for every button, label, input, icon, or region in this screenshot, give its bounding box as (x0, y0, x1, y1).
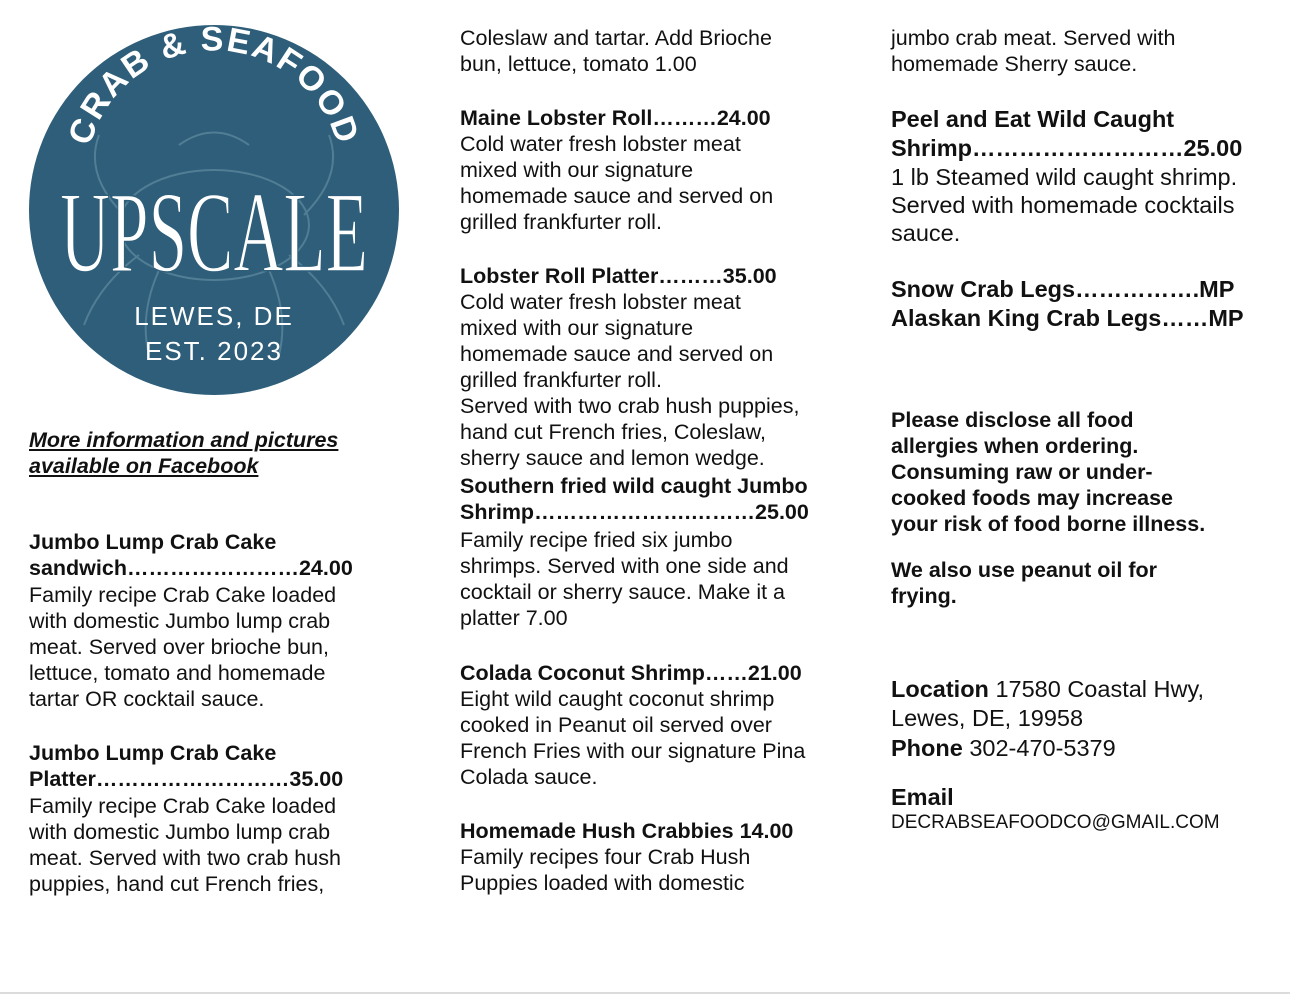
menu-item-title: Lobster Roll Platter………35.00 (460, 264, 777, 288)
location-line (891, 675, 1204, 733)
menu-item-title: Colada Coconut Shrimp……21.00 (460, 661, 802, 685)
menu-item-description: Family recipe Crab Cake loaded with domestic Jumbo lump crab meat. Served with two crab hush puppies, hand cut French fries, (29, 794, 341, 896)
logo-est: EST. 2023 (145, 336, 283, 366)
logo-name: UPSCALE (60, 169, 368, 297)
menu-item-title: Maine Lobster Roll………24.00 (460, 106, 771, 130)
menu-item-description-continued: Coleslaw and tartar. Add Brioche bun, lettuce, tomato 1.00 (460, 26, 772, 76)
email-value[interactable]: DECRABSEAFOODCO@GMAIL.COM (891, 812, 1220, 833)
logo-arc-text: CRAB & SEAFOOD (61, 25, 367, 150)
menu-item-description: Family recipes four Crab Hush Puppies loaded with domestic (460, 845, 751, 895)
menu-item-title: Alaskan King Crab Legs……MP (891, 305, 1244, 331)
email-label: Email (891, 784, 954, 810)
location-label: Location (891, 676, 989, 702)
menu-item-description: 1 lb Steamed wild caught shrimp. Served with homemade cocktails sauce. (891, 164, 1238, 246)
menu-item-description: Eight wild caught coconut shrimp cooked in Peanut oil served over French Fries with our signature Pina Colada sauce. (460, 687, 806, 789)
menu-item-title: Southern fried wild caught Jumbo Shrimp………………….………25.00 (460, 474, 809, 524)
menu-item-description: Family recipe Crab Cake loaded with domestic Jumbo lump crab meat. Served over brioche bun, lettuce, tomato and homemade tartar OR cocktail sauce. (29, 583, 337, 711)
menu-item-description-continued: jumbo crab meat. Served with homemade Sherry sauce. (891, 26, 1176, 76)
menu-item-title: Snow Crab Legs…………….MP (891, 276, 1235, 302)
phone-value[interactable]: 302-470-5379 (962, 735, 1116, 761)
restaurant-logo (29, 25, 399, 395)
menu-item-title: Jumbo Lump Crab Cake sandwich……………………24.00 (29, 530, 353, 580)
logo-place: LEWES, DE (134, 301, 294, 331)
menu-item-description: Cold water fresh lobster meat mixed with our signature homemade sauce and served on grilled frankfurter roll. Served with two crab hush puppies, hand cut French fries, Coleslaw, sherry sauce and lemon wedge. (460, 290, 800, 470)
menu-item-description: Family recipe fried six jumbo shrimps. Served with one side and cocktail or sherry sauce. Make it a platter 7.00 (460, 528, 789, 630)
menu-item-description: Cold water fresh lobster meat mixed with our signature homemade sauce and served on grilled frankfurter roll. (460, 132, 774, 234)
peanut-oil-notice: We also use peanut oil for frying. (891, 558, 1158, 608)
facebook-note[interactable]: More information and pictures available on Facebook (29, 428, 339, 478)
phone-label: Phone (891, 735, 963, 761)
allergy-notice: Please disclose all food allergies when ordering. Consuming raw or under- cooked foods may increase your risk of food borne illness. (891, 408, 1206, 536)
menu-item-title: Homemade Hush Crabbies 14.00 (460, 819, 794, 843)
phone-line (891, 734, 1116, 763)
location-value: 17580 Coastal Hwy, Lewes, DE, 19958 (891, 676, 1205, 731)
menu-item-title: Peel and Eat Wild Caught Shrimp………………………25.00 (891, 106, 1243, 161)
menu-item-title: Jumbo Lump Crab Cake Platter………………………35.00 (29, 741, 344, 791)
